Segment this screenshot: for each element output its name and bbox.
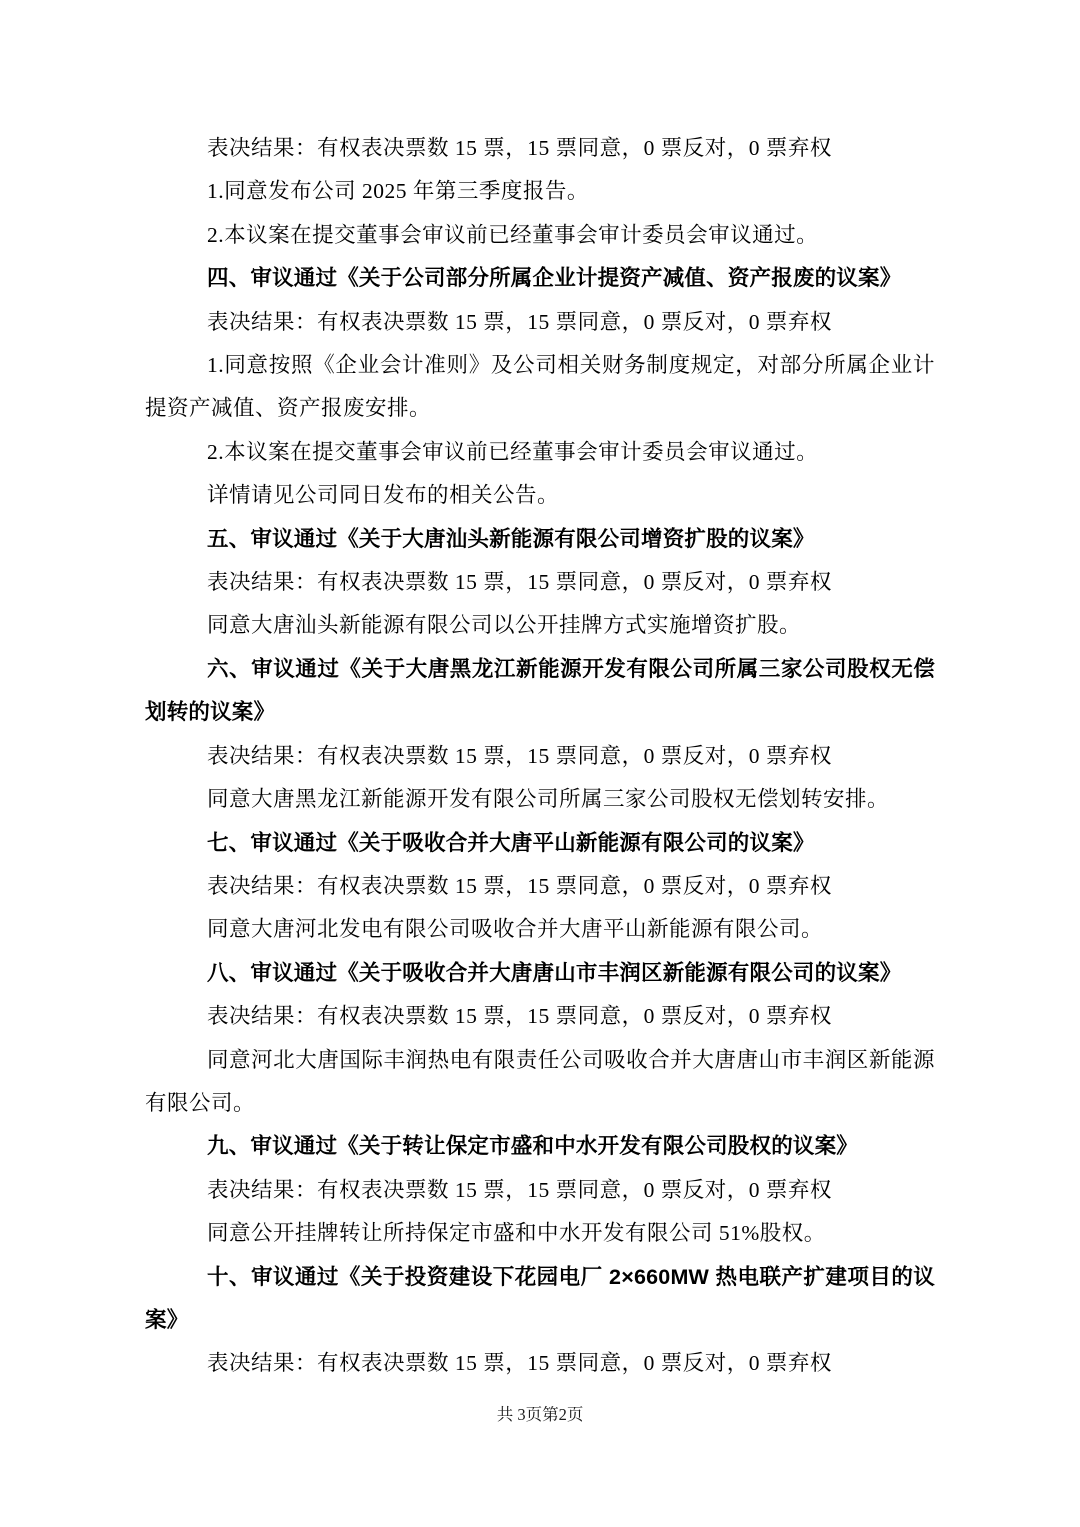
page-number-footer: 共 3页第2页	[496, 1405, 584, 1424]
agenda-item-heading: 六、审议通过《关于大唐黑龙江新能源开发有限公司所属三家公司股权无偿划转的议案》	[145, 656, 935, 725]
body-paragraph: 表决结果：有权表决票数 15 票，15 票同意，0 票反对，0 票弃权	[207, 309, 832, 334]
body-paragraph: 表决结果：有权表决票数 15 票，15 票同意，0 票反对，0 票弃权	[207, 570, 832, 595]
body-paragraph: 同意大唐黑龙江新能源开发有限公司所属三家公司股权无偿划转安排。	[207, 787, 890, 812]
agenda-item-heading: 七、审议通过《关于吸收合并大唐平山新能源有限公司的议案》	[207, 830, 815, 855]
body-paragraph: 表决结果：有权表决票数 15 票，15 票同意，0 票反对，0 票弃权	[207, 1177, 832, 1202]
body-paragraph: 表决结果：有权表决票数 15 票，15 票同意，0 票反对，0 票弃权	[207, 873, 832, 898]
agenda-item-heading: 四、审议通过《关于公司部分所属企业计提资产减值、资产报废的议案》	[207, 266, 902, 291]
body-paragraph: 同意大唐汕头新能源有限公司以公开挂牌方式实施增资扩股。	[207, 613, 802, 638]
agenda-item-heading: 十、审议通过《关于投资建设下花园电厂 2×660MW 热电联产扩建项目的议案》	[145, 1264, 935, 1332]
body-paragraph: 详情请见公司同日发布的相关公告。	[207, 483, 560, 508]
document-body	[145, 127, 935, 1386]
body-paragraph: 2.本议案在提交董事会审议前已经董事会审计委员会审议通过。	[207, 222, 819, 247]
body-paragraph: 表决结果：有权表决票数 15 票，15 票同意，0 票反对，0 票弃权	[207, 1004, 832, 1029]
agenda-item-heading: 九、审议通过《关于转让保定市盛和中水开发有限公司股权的议案》	[207, 1134, 859, 1159]
body-paragraph: 1.同意发布公司 2025 年第三季度报告。	[207, 179, 589, 204]
body-paragraph: 表决结果：有权表决票数 15 票，15 票同意，0 票反对，0 票弃权	[207, 743, 832, 768]
body-paragraph: 2.本议案在提交董事会审议前已经董事会审计委员会审议通过。	[207, 439, 819, 464]
agenda-item-heading: 五、审议通过《关于大唐汕头新能源有限公司增资扩股的议案》	[207, 526, 815, 551]
body-paragraph: 同意河北大唐国际丰润热电有限责任公司吸收合并大唐唐山市丰润区新能源有限公司。	[145, 1047, 935, 1115]
body-paragraph: 同意公开挂牌转让所持保定市盛和中水开发有限公司 51%股权。	[207, 1221, 826, 1246]
agenda-item-heading: 八、审议通过《关于吸收合并大唐唐山市丰润区新能源有限公司的议案》	[207, 960, 902, 985]
body-paragraph: 表决结果：有权表决票数 15 票，15 票同意，0 票反对，0 票弃权	[207, 1351, 832, 1376]
body-paragraph: 1.同意按照《企业会计准则》及公司相关财务制度规定，对部分所属企业计提资产减值、资产报废安排。	[145, 353, 935, 421]
body-paragraph: 同意大唐河北发电有限公司吸收合并大唐平山新能源有限公司。	[207, 917, 824, 942]
body-paragraph: 表决结果：有权表决票数 15 票，15 票同意，0 票反对，0 票弃权	[207, 136, 832, 160]
